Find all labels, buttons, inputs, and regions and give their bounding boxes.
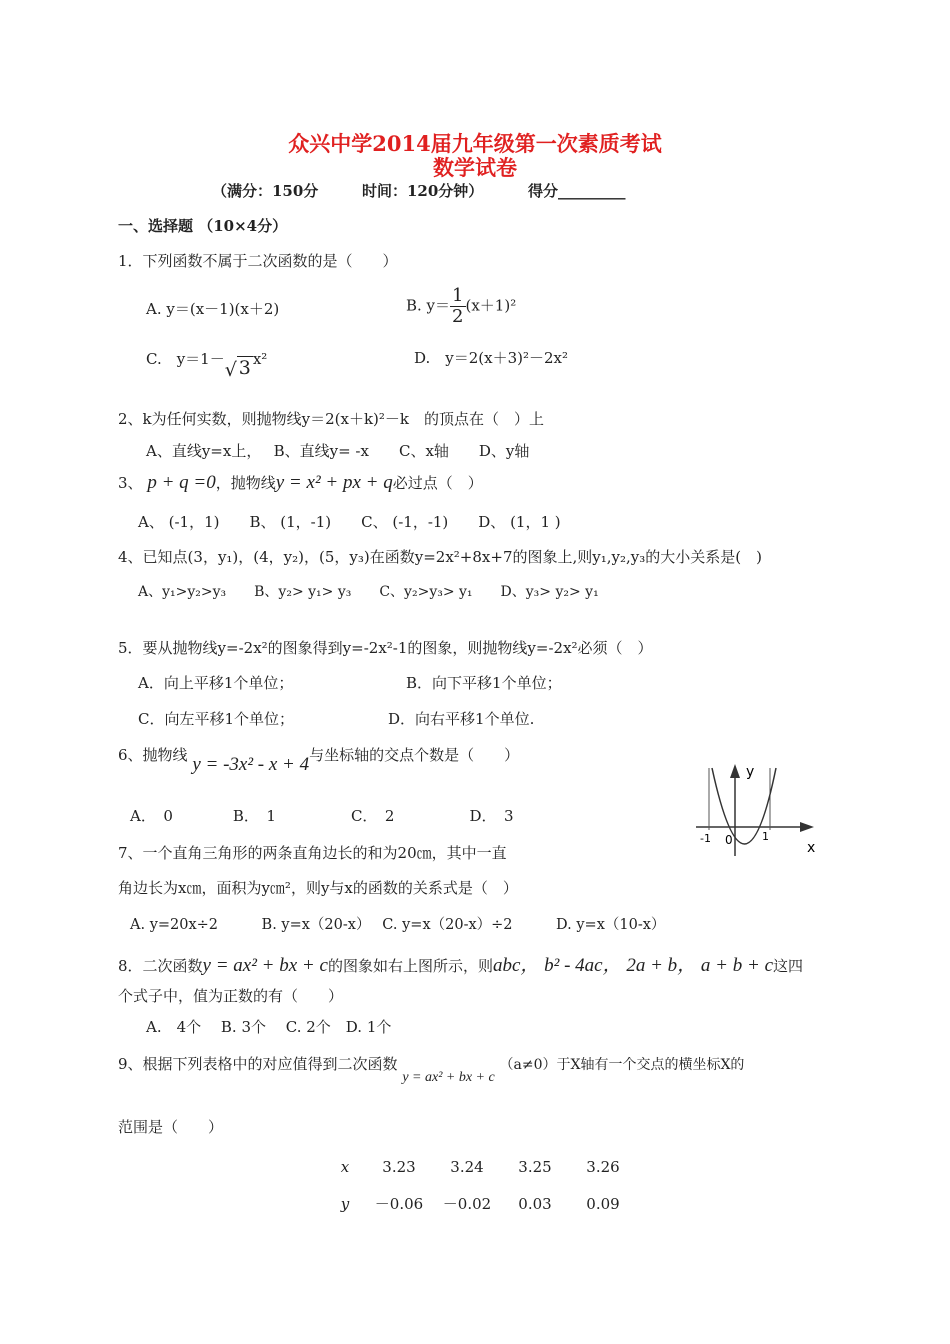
exam-subtitle: 数学试卷 — [433, 155, 517, 180]
q7-line2: 角边长为x㎝，面积为y㎝²，则y与x的函数的关系式是（ ） — [118, 879, 518, 897]
q1-b-pre: B. y＝ — [406, 296, 451, 315]
q3-parabola: y = x² + px + q — [275, 472, 393, 493]
radicand: 3 — [238, 357, 251, 379]
q1-c-post: x² — [252, 350, 268, 368]
table-cell: 0.09 — [586, 1194, 620, 1213]
parabola-graph — [690, 760, 830, 860]
tick-pos1: 1 — [762, 830, 769, 843]
fraction — [450, 286, 465, 327]
q2-stem: 2、k为任何实数，则抛物线y＝2(x＋k)²－k 的顶点在（ ）上 — [118, 410, 545, 428]
q3-condition: p + q =0 — [147, 472, 216, 493]
fraction-denominator: 2 — [452, 306, 464, 327]
radical-sign: √ — [224, 359, 237, 381]
q6-stem — [118, 744, 520, 775]
q5-option-b: B．向下平移1个单位； — [406, 674, 562, 692]
table-cell: －0.02 — [442, 1195, 492, 1213]
q3-tail: 必过点（ ） — [392, 474, 483, 492]
q9-equation: y = ax² + bx + c — [402, 1070, 495, 1085]
exam-title: 众兴中学2014届九年级第一次素质考试 — [288, 131, 662, 156]
q3-num: 3、 — [118, 474, 143, 492]
q8-equation: y = ax² + bx + c — [202, 955, 328, 976]
q8-pre: 8．二次函数 — [118, 957, 203, 975]
q8-line2: 个式子中，值为正数的有（ ） — [118, 987, 344, 1005]
q2-options: A、直线y=x上， B、直线y= -x C、x轴 D、y轴 — [146, 442, 530, 460]
table-cell: 3.26 — [586, 1157, 620, 1176]
q4-stem: 4、已知点(3，y₁)，(4，y₂)，(5，y₃)在函数y=2x²+8x+7的图象上,则y₁,y₂,y₃的大小关系是( ) — [118, 548, 762, 566]
meta-time: 时间：120分钟） — [362, 182, 484, 200]
q4-options: A、y₁>y₂>y₃ B、y₂> y₁> y₃ C、y₂>y₃> y₁ D、y₃> y₂> y₁ — [138, 584, 599, 600]
table-row — [325, 1148, 637, 1185]
q5-option-d: D．向右平移1个单位. — [388, 710, 535, 728]
q6-options: A． 0 B． 1 C． 2 D． 3 — [130, 807, 514, 825]
table-row — [325, 1185, 637, 1222]
x-axis-label: x — [807, 840, 816, 856]
q8-terms: abc， b² - 4ac， 2a + b， a + b + c — [492, 955, 774, 976]
q9-line1 — [118, 1053, 745, 1085]
q5-option-c: C．向左平移1个单位； — [138, 710, 295, 728]
q5-stem: 5．要从抛物线y=-2x²的图象得到y=-2x²-1的图象，则抛物线y=-2x²必须（ ） — [118, 639, 653, 657]
tick-origin: 0 — [725, 833, 733, 847]
q1-stem: 1．下列函数不属于二次函数的是（ ） — [118, 252, 398, 270]
table-cell: 3.25 — [518, 1157, 552, 1176]
y-axis-arrow — [730, 764, 740, 778]
q1-option-b — [406, 286, 516, 327]
table-cell: 3.24 — [450, 1157, 484, 1176]
q3-stem — [118, 472, 483, 494]
table-header-x: x — [340, 1157, 350, 1176]
q9-line2: 范围是（ ） — [118, 1118, 224, 1136]
tick-neg1: -1 — [700, 832, 711, 845]
q3-options: A、 (-1，1) B、 (1，-1) C、 (-1，-1) D、 (1，1 ) — [138, 513, 561, 531]
section-title: 一、选择题 （10×4分） — [118, 217, 288, 235]
q1-option-c — [146, 347, 268, 381]
q8-mid: 的图象如右上图所示，则 — [327, 957, 493, 975]
value-table — [325, 1148, 637, 1222]
q9-pre: 9、根据下列表格中的对应值得到二次函数 — [118, 1055, 398, 1073]
q1-c-pre: C. y＝1－ — [146, 350, 225, 368]
q1-option-a: A. y＝(x－1)(x＋2) — [146, 300, 280, 318]
q6-pre: 6、抛物线 — [118, 746, 188, 764]
q3-mid: ，抛物线 — [215, 474, 276, 492]
q5-option-a: A．向上平移1个单位； — [138, 674, 294, 692]
table-header-y: y — [340, 1194, 350, 1213]
fraction-numerator: 1 — [452, 285, 464, 306]
meta-score: （满分：150分 — [212, 182, 319, 200]
q1-option-d: D. y＝2(x＋3)²－2x² — [414, 349, 569, 367]
table-cell: 3.23 — [382, 1157, 416, 1176]
q8-post: 这四 — [773, 957, 804, 975]
q1-b-post: (x＋1)² — [465, 296, 517, 315]
q7-line1: 7、一个直角三角形的两条直角边长的和为20㎝，其中一直 — [118, 844, 507, 862]
q8-line1 — [118, 950, 803, 977]
meta-score-blank: 得分_________ — [528, 182, 626, 200]
q6-equation: y = -3x² - x + 4 — [192, 754, 310, 775]
q8-options: A. 4个 B. 3个 C. 2个 D. 1个 — [146, 1018, 392, 1036]
q7-options: A. y=20x÷2 B. y=x（20-x） C. y=x（20-x）÷2 D. y=x（10-x） — [130, 917, 666, 933]
y-axis-label: y — [746, 764, 755, 780]
square-root — [225, 357, 253, 379]
q6-post: 与坐标轴的交点个数是（ ） — [309, 746, 520, 764]
table-cell: －0.06 — [374, 1195, 424, 1213]
q9-post: （a≠0）于X轴有一个交点的横坐标X的 — [499, 1057, 745, 1073]
table-cell: 0.03 — [518, 1194, 552, 1213]
x-axis-arrow — [800, 822, 814, 832]
